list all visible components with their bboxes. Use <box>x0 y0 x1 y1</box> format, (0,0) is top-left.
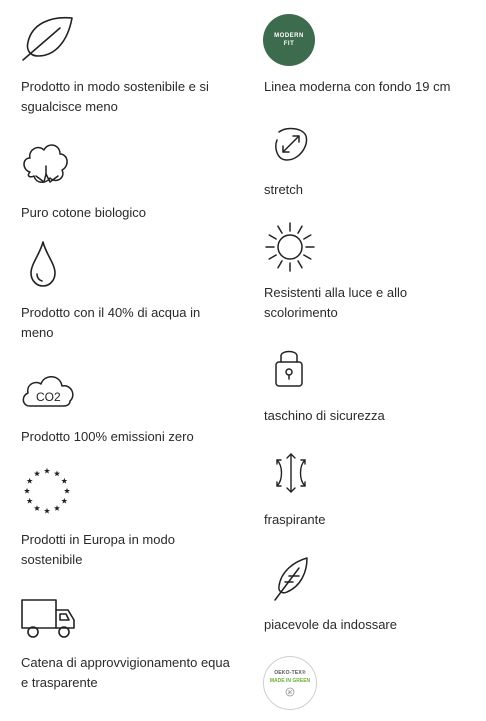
star-icon <box>34 505 40 511</box>
badge-text: FIT <box>283 41 295 47</box>
badge-text: OEKO-TEX® <box>274 669 306 676</box>
feature-label: stretch <box>264 182 304 197</box>
star-icon <box>54 470 60 476</box>
star-icon <box>44 468 50 474</box>
feature-label: Prodotto 100% emissioni zero <box>21 429 194 444</box>
sun-ray <box>278 261 282 268</box>
sun-ray <box>298 226 302 233</box>
breathable-arrows-icon <box>273 452 309 494</box>
feature-label: Puro cotone biologico <box>21 205 147 220</box>
star-icon <box>44 508 50 514</box>
sun-ray <box>269 235 276 239</box>
badge-text: MODERN <box>274 33 304 39</box>
feature-label: Resistenti alla luce e allo scolorimento <box>264 285 408 320</box>
feature-label: Prodotto con il 40% di acqua in meno <box>21 305 201 340</box>
oeko-leaf-icon <box>285 687 295 697</box>
badge-text: MADE IN GREEN <box>269 677 311 684</box>
leaf-icon <box>20 14 74 62</box>
star-icon <box>27 478 33 484</box>
star-icon <box>64 488 70 494</box>
stretch-icon <box>273 124 309 164</box>
cotton-flower-icon <box>20 140 72 188</box>
co2-text: CO2 <box>36 390 61 404</box>
padlock-icon <box>273 348 305 388</box>
feature-label: Prodotto in modo sostenibile e si sgualcisce meno <box>21 79 209 114</box>
modern-fit-badge <box>263 14 315 66</box>
feature-label: Catena di approvvigionamento equa e trasparente <box>21 655 230 690</box>
star-icon <box>61 498 67 504</box>
feature-label: piacevole da indossare <box>264 617 397 632</box>
eu-stars-icon <box>20 464 74 518</box>
oeko-tex-badge <box>263 656 317 710</box>
water-drop-icon <box>28 240 58 288</box>
feather-icon <box>273 556 309 602</box>
sun-ray <box>304 235 311 239</box>
star-icon <box>24 488 30 494</box>
star-icon <box>34 470 40 476</box>
co2-cloud-icon <box>20 370 76 410</box>
delivery-truck-icon <box>20 598 76 640</box>
sun-icon <box>263 220 317 274</box>
star-icon <box>61 478 67 484</box>
sun-ray <box>298 261 302 268</box>
feature-label: Linea moderna con fondo 19 cm <box>264 79 451 94</box>
feature-label: fraspirante <box>264 512 326 527</box>
star-icon <box>27 498 33 504</box>
sun-ray <box>269 255 276 259</box>
sun-ray <box>278 226 282 233</box>
sun-ray <box>304 255 311 259</box>
feature-label: taschino di sicurezza <box>264 408 385 423</box>
star-icon <box>54 505 60 511</box>
feature-label: Prodotti in Europa in modo sostenibile <box>21 532 175 567</box>
